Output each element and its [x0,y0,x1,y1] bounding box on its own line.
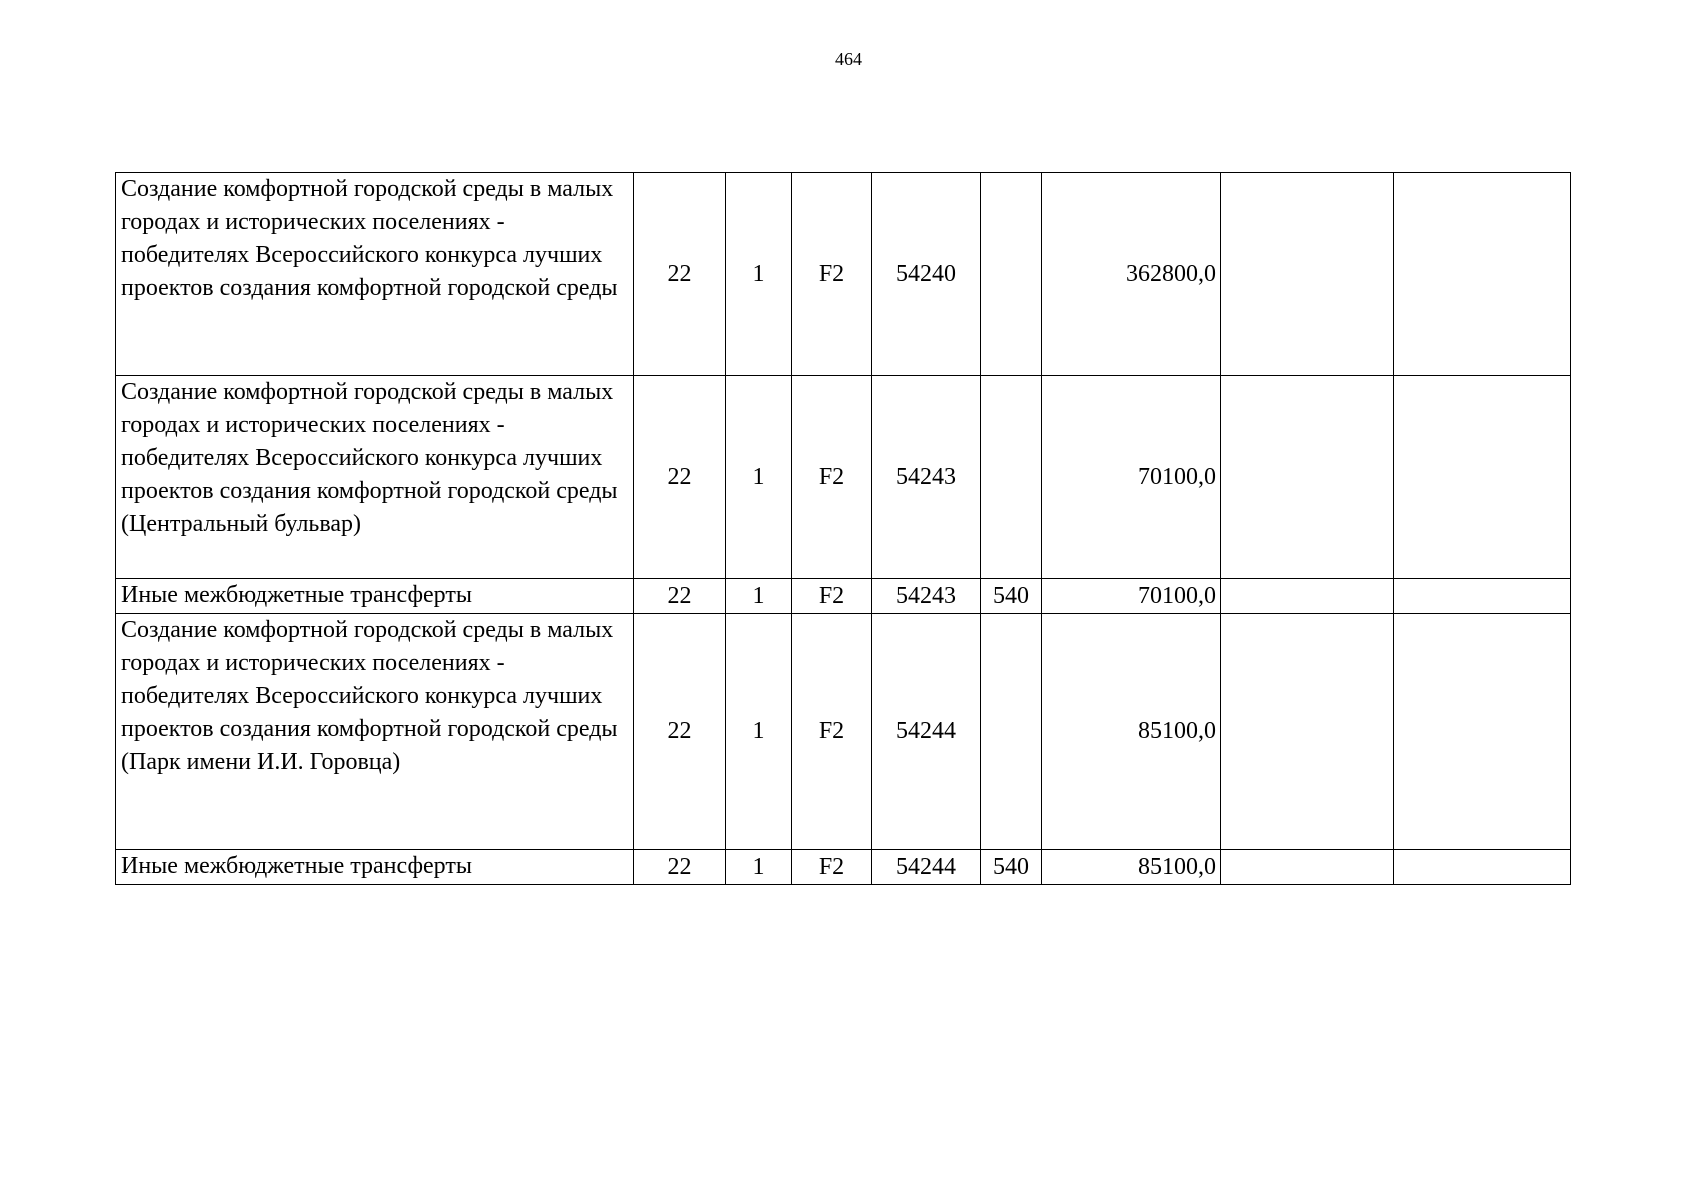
cell-code-1: 22 [634,173,726,376]
cell-code-5 [981,173,1042,376]
cell-code-4: 54244 [872,850,981,885]
cell-code-5: 540 [981,579,1042,614]
cell-empty-8 [1394,376,1571,579]
cell-amount: 70100,0 [1042,376,1221,579]
cell-code-1: 22 [634,614,726,850]
row-name: Создание комфортной городской среды в малых городах и исторических поселениях - победителях Всероссийского конкурса лучших проектов создания комфортной городской среды (Парк имени И.И. Горовца) [116,614,634,850]
row-name: Иные межбюджетные трансферты [116,579,634,614]
cell-empty-7 [1221,614,1394,850]
cell-empty-7 [1221,850,1394,885]
cell-empty-7 [1221,579,1394,614]
table-row [116,376,1571,579]
cell-code-3: F2 [792,614,872,850]
cell-code-2: 1 [726,850,792,885]
cell-code-3: F2 [792,173,872,376]
cell-code-3: F2 [792,579,872,614]
table-row [116,850,1571,885]
cell-empty-8 [1394,173,1571,376]
cell-code-1: 22 [634,850,726,885]
row-name: Иные межбюджетные трансферты [116,850,634,885]
table-row [116,614,1571,850]
cell-code-2: 1 [726,376,792,579]
cell-code-1: 22 [634,579,726,614]
cell-code-5 [981,614,1042,850]
cell-code-5: 540 [981,850,1042,885]
cell-code-4: 54243 [872,579,981,614]
cell-code-3: F2 [792,850,872,885]
cell-code-5 [981,376,1042,579]
table-row [116,579,1571,614]
table-row [116,173,1571,376]
cell-code-4: 54243 [872,376,981,579]
cell-code-2: 1 [726,614,792,850]
cell-code-1: 22 [634,376,726,579]
cell-code-3: F2 [792,376,872,579]
cell-empty-8 [1394,850,1571,885]
cell-empty-8 [1394,579,1571,614]
page-number: 464 [835,49,862,69]
cell-amount: 70100,0 [1042,579,1221,614]
cell-code-2: 1 [726,173,792,376]
cell-code-4: 54240 [872,173,981,376]
cell-code-2: 1 [726,579,792,614]
cell-code-4: 54244 [872,614,981,850]
cell-amount: 85100,0 [1042,614,1221,850]
cell-amount: 362800,0 [1042,173,1221,376]
cell-empty-7 [1221,173,1394,376]
row-name: Создание комфортной городской среды в малых городах и исторических поселениях - победителях Всероссийского конкурса лучших проектов создания комфортной городской среды [116,173,634,376]
cell-empty-7 [1221,376,1394,579]
row-name: Создание комфортной городской среды в малых городах и исторических поселениях - победителях Всероссийского конкурса лучших проектов создания комфортной городской среды (Центральный бульвар) [116,376,634,579]
cell-amount: 85100,0 [1042,850,1221,885]
budget-table [115,172,1571,885]
cell-empty-8 [1394,614,1571,850]
